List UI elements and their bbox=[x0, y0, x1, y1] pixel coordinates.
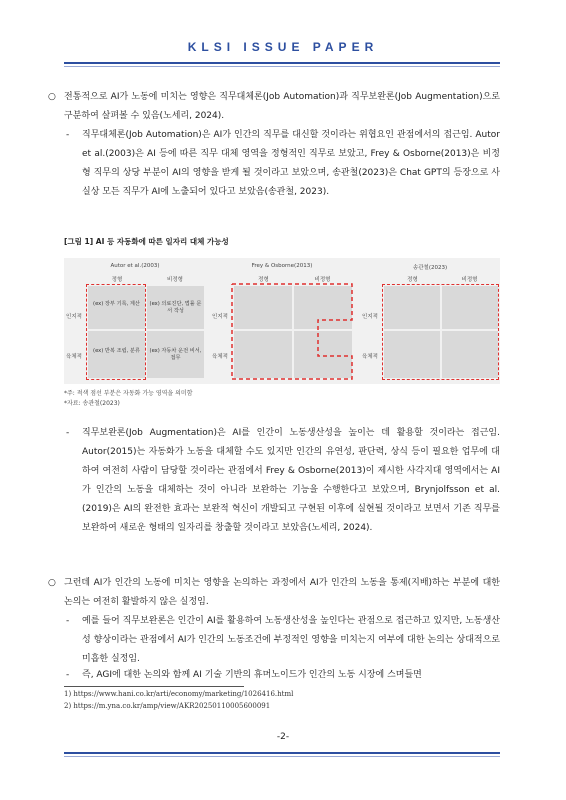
cell-example: (ex) 반복 조립, 분류 bbox=[93, 348, 140, 354]
figure-source: *자료: 송관철(2023) bbox=[64, 400, 120, 407]
column-header-routine: 정형 bbox=[258, 277, 269, 283]
column-header-routine: 정형 bbox=[111, 277, 123, 283]
bullet-circle: ○ bbox=[48, 578, 56, 588]
footer-rule-thin bbox=[64, 756, 500, 757]
column-header-routine: 정형 bbox=[407, 277, 418, 283]
column-header-nonroutine: 비정형 bbox=[461, 277, 478, 283]
paragraph-2 bbox=[66, 126, 500, 202]
paragraph-text: 직무대체론(Job Automation)은 AI가 인간의 직무를 대신할 것이라는 위협요인 관점에서의 접근임. Autor et al.(2003)은 AI 등에 따른 직무 대체 영역을 정형적인 직무로 보았고, Frey & Osborne(2013)은 비정형 직무의 상당 부분이 AI의 영향을 받게 될 것이라고 보았으며, 송관철(2023)은 Chat GPT의 등장으로 사실상 모든 직무가 AI에 노출되어 있다고 보았음(송관철, 2023). bbox=[82, 130, 500, 197]
panel-title: Frey & Osborne(2013) bbox=[251, 263, 313, 269]
panel-title: 송관철(2023) bbox=[412, 265, 448, 271]
row-header-manual: 육체적 bbox=[66, 354, 82, 360]
footnote-2: 2) https://m.yna.co.kr/amp/view/AKR20250110005600091 bbox=[64, 702, 271, 710]
row-header-manual: 육체적 bbox=[362, 354, 378, 360]
paragraph-3 bbox=[66, 424, 500, 538]
column-header-nonroutine: 비정형 bbox=[314, 277, 331, 283]
row-header-cognitive: 인지적 bbox=[212, 314, 228, 320]
footnote-1: 1) https://www.hani.co.kr/arti/economy/marketing/1026416.html bbox=[64, 690, 294, 698]
bullet-dash: - bbox=[66, 670, 70, 680]
figure-title: [그림 1] AI 등 자동화에 따른 일자리 대체 가능성 bbox=[64, 237, 229, 246]
paragraph-6 bbox=[66, 666, 500, 685]
paragraph-text: 그런데 AI가 인간의 노동에 미치는 영향을 논의하는 과정에서 AI가 인간의 노동을 통제(지배)하는 부분에 대한 논의는 여전히 활발하지 않은 실정임. bbox=[64, 578, 500, 607]
bullet-dash: - bbox=[66, 428, 70, 438]
figure-note: *주: 적색 점선 부분은 자동화 가능 영역을 의미함 bbox=[64, 390, 193, 397]
paragraph-1 bbox=[48, 88, 500, 126]
paragraph-text: 예를 들어 직무보완론은 인간이 AI를 활용하여 노동생산성을 높인다는 관점으로 접근하고 있지만, 노동생산성 향상이라는 관점에서 AI가 인간의 노동조건에 부정적인 영향을 미치는지 여부에 대한 논의는 상대적으로 미흡한 실정임. bbox=[82, 616, 500, 664]
automation-area-outline bbox=[382, 284, 499, 380]
paragraph-5 bbox=[66, 612, 500, 669]
paragraph-text: 전통적으로 AI가 노동에 미치는 영향은 직무대체론(Job Automation)과 직무보완론(Job Augmentation)으로 구분하여 살펴볼 수 있음(노세리, 2024). bbox=[64, 92, 500, 121]
header-title: KLSI ISSUE PAPER bbox=[187, 40, 379, 54]
automation-area-outline bbox=[86, 284, 146, 380]
automation-area-outline bbox=[212, 258, 352, 384]
figure-panel-autor bbox=[66, 258, 204, 384]
row-header-cognitive: 인지적 bbox=[362, 314, 378, 320]
footer-rule bbox=[64, 752, 500, 754]
figure-panel-song bbox=[362, 258, 498, 384]
cell-example: (ex) 장부 기록, 계산 bbox=[93, 301, 140, 307]
bullet-dash: - bbox=[66, 130, 70, 140]
bullet-dash: - bbox=[66, 616, 70, 626]
cell-example: (ex) 의료진단, 법률 문서 작성 bbox=[149, 301, 202, 314]
column-header-nonroutine: 비정형 bbox=[167, 277, 183, 283]
bullet-circle: ○ bbox=[48, 92, 56, 102]
panel-title: Autor et al.(2003) bbox=[110, 263, 160, 269]
footnote-rule bbox=[64, 686, 244, 687]
paragraph-text: 직무보완론(Job Augmentation)은 AI를 인간이 노동생산성을 높이는 데 활용할 것이라는 접근임. Autor(2015)는 자동화가 노동을 대체할 수도 있지만 인간의 유연성, 판단력, 상식 등이 필요한 업무에 대하여 여전히 사람이 담당할 것이라는 관점에서 Frey & Osborne(2013)이 제시한 사각지대 영역에서는 AI가 인간의 노동을 대체하는 것이 아니라 보완하는 기능을 수행한다고 보았으며, Brynjolfsson et al.(2019)은 AI의 완전한 효과는 보완적 혁신이 개발되고 구현된 이후에 실현될 것이라고 보면서 기존 직무를 보완하여 새로운 형태의 일자리를 창출할 것이라고 보았음(노세리, 2024). bbox=[82, 428, 500, 533]
header-rule-thin bbox=[64, 66, 500, 67]
cell-example: (ex) 자동차 운전 비서, 접무 bbox=[149, 348, 202, 361]
header-rule bbox=[64, 62, 500, 64]
paragraph-text: 즉, AGI에 대한 논의와 함께 AI 기술 기반의 휴머노이드가 인간의 노동 시장에 스며들면 bbox=[82, 670, 422, 680]
row-header-manual: 육체적 bbox=[212, 354, 228, 360]
row-header-cognitive: 인지적 bbox=[66, 314, 82, 320]
paragraph-4 bbox=[48, 574, 500, 612]
page-number: -2- bbox=[276, 732, 290, 742]
figure-panel-frey-osborne bbox=[212, 258, 352, 384]
